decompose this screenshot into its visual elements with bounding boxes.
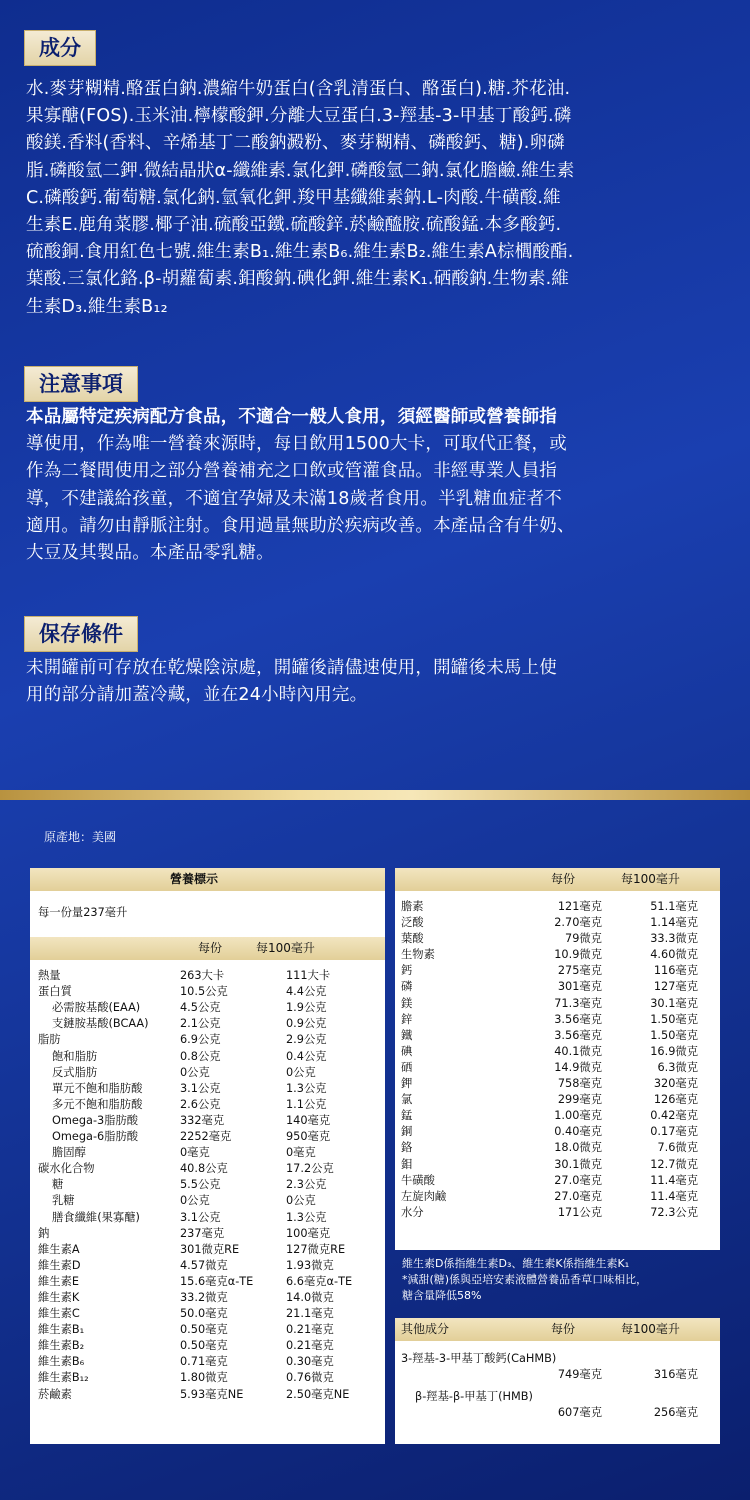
- mineral-per-100ml: 126毫克: [653, 1093, 698, 1107]
- other-item-values: [395, 1367, 720, 1383]
- mineral-row: [395, 1173, 720, 1189]
- nutrition-row: [30, 1049, 385, 1065]
- nutrition-row: [30, 1370, 385, 1386]
- nutrition-row: [30, 1274, 385, 1290]
- mineral-name: 泛酸: [401, 916, 424, 930]
- mineral-row: [395, 979, 720, 995]
- mineral-per-serving: 27.0毫克: [554, 1189, 602, 1203]
- ingredients-line: C.磷酸鈣.葡萄糖.氯化鈉.氫氧化鉀.羧甲基纖維素鈉.L-肉酸.牛磺酸.維: [26, 187, 561, 208]
- nutrition-row: [30, 1000, 385, 1016]
- notice-line: 適用。請勿由靜脈注射。食用過量無助於疾病改善。本產品含有牛奶、: [26, 515, 575, 536]
- nutrient-name: 膽固醇: [52, 1146, 86, 1160]
- col-per-serving: 每份: [198, 941, 223, 956]
- nutrient-per-100ml: 111大卡: [286, 969, 331, 983]
- nutrient-per-serving: 4.57微克: [180, 1258, 228, 1272]
- mineral-name: 氯: [401, 1093, 413, 1107]
- mineral-per-100ml: 11.4毫克: [650, 1173, 698, 1187]
- mineral-name: 鉻: [401, 1141, 413, 1155]
- nutrition-row: [30, 1322, 385, 1338]
- footnote-line: *減甜(糖)係與亞培安素液體營養品香草口味相比，: [402, 1273, 648, 1286]
- nutrition-row: [30, 1193, 385, 1209]
- nutrient-per-100ml: 2.3公克: [286, 1178, 327, 1192]
- nutrient-per-serving: 10.5公克: [180, 985, 228, 999]
- nutrient-per-100ml: 0.21毫克: [286, 1323, 334, 1337]
- ingredients-line: 果寡醣(FOS).玉米油.檸檬酸鉀.分離大豆蛋白.3-羥基-3-甲基丁酸鈣.磷: [26, 106, 572, 127]
- nutrient-name: 菸鹼素: [38, 1387, 72, 1401]
- mineral-per-serving: 301毫克: [557, 980, 602, 994]
- nutrient-per-serving: 0毫克: [180, 1146, 210, 1160]
- mineral-row: [395, 1108, 720, 1124]
- serving-size: 每一份量237毫升: [38, 906, 128, 919]
- mineral-per-serving: 275毫克: [557, 964, 602, 978]
- mineral-name: 鉬: [401, 1157, 413, 1171]
- mineral-name: 碘: [401, 1044, 413, 1058]
- mineral-name: 磷: [401, 980, 413, 994]
- mineral-row: [395, 1092, 720, 1108]
- other-rows: [395, 1351, 720, 1421]
- mineral-row: [395, 1012, 720, 1028]
- nutrient-name: 脂肪: [38, 1033, 61, 1047]
- nutrient-per-serving: 2252毫克: [180, 1130, 232, 1144]
- mineral-row: [395, 1157, 720, 1173]
- nutrient-per-100ml: 0.4公克: [286, 1049, 327, 1063]
- nutrient-per-serving: 2.6公克: [180, 1097, 221, 1111]
- gold-divider: [0, 790, 750, 800]
- serving-size-row: [30, 905, 385, 921]
- mineral-row: [395, 1076, 720, 1092]
- mineral-per-serving: 40.1微克: [554, 1044, 602, 1058]
- mineral-per-serving: 18.0微克: [554, 1141, 602, 1155]
- mineral-name: 鎂: [401, 996, 413, 1010]
- mineral-per-100ml: 51.1毫克: [650, 900, 698, 913]
- nutrient-per-serving: 4.5公克: [180, 1001, 221, 1015]
- other-ingredients-panel: [395, 1318, 720, 1444]
- mineral-per-serving: 299毫克: [557, 1093, 602, 1107]
- ingredients-line: 生素D₃.維生素B₁₂: [26, 296, 168, 317]
- nutrition-row: [30, 984, 385, 1000]
- mineral-per-100ml: 72.3公克: [650, 1205, 698, 1219]
- storage-title: 保存條件: [24, 616, 138, 652]
- other-header: [395, 1318, 720, 1341]
- nutrient-per-serving: 5.93毫克NE: [180, 1387, 244, 1401]
- nutrient-per-100ml: 1.9公克: [286, 1001, 327, 1015]
- minerals-rows: [395, 899, 720, 1221]
- mineral-row: [395, 1205, 720, 1221]
- nutrient-name: 維生素K: [38, 1290, 80, 1304]
- mineral-name: 水分: [401, 1205, 424, 1219]
- mineral-per-100ml: 320毫克: [653, 1077, 698, 1091]
- nutrient-per-100ml: 21.1毫克: [286, 1307, 334, 1321]
- mineral-per-serving: 10.9微克: [554, 948, 602, 962]
- minerals-col-per-100ml: 每100毫升: [621, 872, 680, 886]
- ingredients-line: 水.麥芽糊精.酪蛋白鈉.濃縮牛奶蛋白(含乳清蛋白、酪蛋白).糖.芥花油.: [26, 79, 571, 99]
- nutrient-name: 維生素B₆: [38, 1355, 85, 1369]
- nutrition-row: [30, 1065, 385, 1081]
- nutrient-name: 單元不飽和脂肪酸: [52, 1081, 143, 1095]
- mineral-row: [395, 899, 720, 915]
- mineral-per-serving: 79微克: [565, 932, 602, 946]
- mineral-per-serving: 3.56毫克: [554, 1028, 602, 1042]
- nutrient-per-100ml: 1.3公克: [286, 1081, 327, 1095]
- nutrient-per-100ml: 0公克: [286, 1065, 316, 1079]
- nutrient-per-serving: 15.6毫克α-TE: [180, 1274, 254, 1288]
- other-item-name: β-羥基-β-甲基丁(HMB): [415, 1390, 533, 1404]
- nutrition-row: [30, 968, 385, 984]
- nutrient-per-serving: 0.50毫克: [180, 1323, 228, 1337]
- nutrient-name: Omega-3脂肪酸: [52, 1113, 139, 1127]
- nutrition-row: [30, 1129, 385, 1145]
- nutrition-row: [30, 1290, 385, 1306]
- mineral-per-100ml: 7.6微克: [657, 1141, 698, 1155]
- other-per-100ml: 256毫克: [653, 1406, 698, 1420]
- notice-line: 本品屬特定疾病配方食品，不適合一般人食用，須經醫師或營養師指: [26, 407, 557, 427]
- other-item: [395, 1389, 720, 1421]
- nutrient-per-serving: 0公克: [180, 1065, 210, 1079]
- ingredients-line: 生素E.鹿角菜膠.椰子油.硫酸亞鐵.硫酸鋅.菸鹼醯胺.硫酸錳.本多酸鈣.: [26, 215, 562, 236]
- mineral-row: [395, 996, 720, 1012]
- nutrient-per-100ml: 127微克RE: [286, 1242, 346, 1256]
- nutrient-name: 維生素C: [38, 1307, 80, 1321]
- country-of-origin: 原產地：美國: [44, 830, 117, 844]
- ingredients-line: 硫酸銅.食用紅色七號.維生素B₁.維生素B₆.維生素B₂.維生素A棕櫚酸酯.: [26, 242, 574, 263]
- nutrient-name: 必需胺基酸(EAA): [52, 1001, 141, 1015]
- nutrient-per-serving: 0.8公克: [180, 1049, 221, 1063]
- nutrient-name: 維生素E: [38, 1274, 80, 1288]
- mineral-per-100ml: 16.9微克: [650, 1044, 698, 1058]
- nutrient-per-100ml: 2.9公克: [286, 1033, 327, 1047]
- mineral-per-100ml: 11.4毫克: [650, 1189, 698, 1203]
- mineral-per-serving: 1.00毫克: [554, 1109, 602, 1123]
- footnotes: [402, 1256, 722, 1304]
- mineral-per-100ml: 6.3微克: [657, 1060, 698, 1074]
- mineral-per-100ml: 1.50毫克: [650, 1012, 698, 1026]
- nutrient-per-serving: 263大卡: [180, 969, 225, 983]
- mineral-row: [395, 931, 720, 947]
- other-per-serving: 749毫克: [557, 1368, 602, 1382]
- minerals-panel: [395, 868, 720, 1250]
- nutrient-name: 反式脂肪: [52, 1065, 98, 1079]
- nutrient-per-serving: 332毫克: [180, 1113, 225, 1127]
- notice-title: 注意事項: [24, 366, 138, 402]
- nutrient-name: 碳水化合物: [38, 1162, 95, 1176]
- mineral-per-100ml: 1.50毫克: [650, 1028, 698, 1042]
- mineral-per-100ml: 1.14毫克: [650, 916, 698, 930]
- nutrient-name: 維生素A: [38, 1242, 80, 1256]
- mineral-per-100ml: 127毫克: [653, 980, 698, 994]
- nutrient-per-serving: 1.80微克: [180, 1371, 228, 1385]
- nutrient-name: 熱量: [38, 969, 61, 983]
- nutrition-row: [30, 1387, 385, 1403]
- nutrient-per-100ml: 0公克: [286, 1194, 316, 1208]
- nutrient-per-serving: 2.1公克: [180, 1017, 221, 1031]
- ingredients-line: 葉酸.三氯化鉻.β-胡蘿蔔素.鉬酸鈉.碘化鉀.維生素K₁.硒酸鈉.生物素.維: [26, 269, 570, 290]
- storage-line: 用的部分請加蓋冷藏，並在24小時內用完。: [26, 685, 368, 706]
- mineral-row: [395, 947, 720, 963]
- notice-line: 導使用，作為唯一營養來源時，每日飲用1500大卡，可取代正餐，或: [26, 434, 567, 455]
- nutrition-rows: [30, 968, 385, 1403]
- minerals-col-per-serving: 每份: [551, 872, 576, 886]
- mineral-name: 銅: [401, 1125, 413, 1139]
- nutrient-name: 乳糖: [52, 1194, 75, 1208]
- mineral-per-serving: 2.70毫克: [554, 916, 602, 930]
- nutrition-row: [30, 1177, 385, 1193]
- nutrient-per-serving: 3.1公克: [180, 1210, 221, 1224]
- mineral-per-serving: 171公克: [557, 1205, 602, 1219]
- nutrient-name: 多元不飽和脂肪酸: [52, 1097, 143, 1111]
- mineral-name: 葉酸: [401, 932, 424, 946]
- ingredients-text: [26, 76, 726, 321]
- nutrition-row: [30, 1354, 385, 1370]
- other-col-per-100ml: 每100毫升: [621, 1322, 680, 1336]
- nutrition-header: [30, 868, 385, 891]
- nutrient-per-serving: 0.50毫克: [180, 1339, 228, 1353]
- nutrient-per-serving: 6.9公克: [180, 1033, 221, 1047]
- nutrition-row: [30, 1113, 385, 1129]
- other-item-name: 3-羥基-3-甲基丁酸鈣(CaHMB): [401, 1352, 557, 1365]
- nutrient-per-serving: 3.1公克: [180, 1081, 221, 1095]
- storage-line: 未開罐前可存放在乾燥陰涼處，開罐後請儘速使用，開罐後未馬上使: [26, 658, 557, 678]
- mineral-name: 錳: [401, 1109, 413, 1123]
- storage-text: [26, 655, 726, 709]
- mineral-per-100ml: 33.3微克: [650, 932, 698, 946]
- nutrition-row: [30, 1306, 385, 1322]
- nutrient-per-serving: 301微克RE: [180, 1242, 240, 1256]
- mineral-per-100ml: 4.60微克: [650, 948, 698, 962]
- nutrient-per-100ml: 100毫克: [286, 1226, 331, 1240]
- mineral-per-serving: 3.56毫克: [554, 1012, 602, 1026]
- mineral-row: [395, 963, 720, 979]
- mineral-row: [395, 915, 720, 931]
- notice-line: 大豆及其製品。本產品零乳糖。: [26, 543, 274, 564]
- mineral-per-100ml: 0.42毫克: [650, 1109, 698, 1123]
- mineral-per-serving: 0.40毫克: [554, 1125, 602, 1139]
- nutrient-per-100ml: 0.9公克: [286, 1017, 327, 1031]
- nutrient-per-100ml: 950毫克: [286, 1130, 331, 1144]
- nutrient-per-100ml: 17.2公克: [286, 1162, 334, 1176]
- nutrient-per-100ml: 6.6毫克α-TE: [286, 1274, 353, 1288]
- nutrient-name: 糖: [52, 1178, 64, 1192]
- nutrient-name: 蛋白質: [38, 985, 72, 999]
- nutrient-per-serving: 0.71毫克: [180, 1355, 228, 1369]
- nutrient-per-100ml: 140毫克: [286, 1113, 331, 1127]
- nutrient-per-100ml: 0.30毫克: [286, 1355, 334, 1369]
- mineral-name: 左旋肉鹼: [401, 1189, 447, 1203]
- nutrient-per-100ml: 0.76微克: [286, 1371, 334, 1385]
- nutrient-name: 維生素B₁₂: [38, 1371, 89, 1385]
- notice-line: 作為二餐間使用之部分營養補充之口飲或管灌食品。非經專業人員指: [26, 461, 557, 482]
- mineral-row: [395, 1028, 720, 1044]
- nutrient-name: Omega-6脂肪酸: [52, 1130, 139, 1144]
- nutrition-row: [30, 1338, 385, 1354]
- footnote-line: 維生素D係指維生素D₃、維生素K係指維生素K₁: [402, 1257, 630, 1270]
- mineral-per-serving: 71.3毫克: [554, 996, 602, 1010]
- ingredients-line: 脂.磷酸氫二鉀.微結晶狀α-纖維素.氯化鉀.磷酸氫二鈉.氯化膽鹼.維生素: [26, 160, 575, 181]
- mineral-per-serving: 758毫克: [557, 1077, 602, 1091]
- nutrition-panel: [30, 868, 385, 1444]
- nutrient-name: 維生素B₁: [38, 1323, 85, 1337]
- nutrient-name: 飽和脂肪: [52, 1049, 98, 1063]
- mineral-name: 生物素: [401, 948, 435, 962]
- nutrient-name: 鈉: [38, 1226, 50, 1240]
- mineral-per-100ml: 116毫克: [653, 964, 698, 978]
- mineral-per-100ml: 12.7微克: [650, 1157, 698, 1171]
- footnote-line: 糖含量降低58%: [402, 1289, 482, 1302]
- nutrition-row: [30, 1161, 385, 1177]
- notice-text: [26, 404, 726, 567]
- mineral-row: [395, 1189, 720, 1205]
- nutrition-title: 營養標示: [170, 872, 219, 886]
- nutrition-row: [30, 1032, 385, 1048]
- nutrition-row: [30, 1016, 385, 1032]
- nutrition-row: [30, 1210, 385, 1226]
- nutrition-row: [30, 1226, 385, 1242]
- mineral-per-serving: 121毫克: [557, 900, 602, 913]
- mineral-row: [395, 1044, 720, 1060]
- ingredients-title: 成分: [24, 30, 96, 66]
- nutrient-per-serving: 40.8公克: [180, 1162, 228, 1176]
- mineral-name: 膽素: [401, 900, 424, 913]
- nutrient-per-100ml: 14.0微克: [286, 1290, 334, 1304]
- mineral-row: [395, 1140, 720, 1156]
- nutrition-row: [30, 1258, 385, 1274]
- nutrient-name: 膳食纖維(果寡醣): [52, 1210, 140, 1224]
- mineral-per-serving: 27.0毫克: [554, 1173, 602, 1187]
- nutrient-per-serving: 237毫克: [180, 1226, 225, 1240]
- nutrient-per-serving: 50.0毫克: [180, 1307, 228, 1321]
- col-per-100ml: 每100毫升: [256, 941, 315, 956]
- mineral-per-100ml: 30.1毫克: [650, 996, 698, 1010]
- other-col-per-serving: 每份: [551, 1322, 576, 1336]
- nutrient-per-serving: 0公克: [180, 1194, 210, 1208]
- other-item: [395, 1351, 720, 1383]
- other-per-100ml: 316毫克: [653, 1368, 698, 1382]
- nutrient-per-100ml: 4.4公克: [286, 985, 327, 999]
- notice-line: 導，不建議給孩童，不適宜孕婦及未滿18歲者食用。半乳糖血症者不: [26, 488, 562, 509]
- mineral-per-100ml: 0.17毫克: [650, 1125, 698, 1139]
- minerals-column-header: [395, 868, 720, 891]
- nutrient-per-100ml: 0.21毫克: [286, 1339, 334, 1353]
- nutrition-row: [30, 1097, 385, 1113]
- nutrition-row: [30, 1145, 385, 1161]
- mineral-name: 鐵: [401, 1028, 413, 1042]
- mineral-name: 鋅: [401, 1012, 413, 1026]
- nutrition-row: [30, 1081, 385, 1097]
- other-item-values: [395, 1405, 720, 1421]
- nutrient-per-100ml: 1.93微克: [286, 1258, 334, 1272]
- nutrient-name: 維生素B₂: [38, 1339, 85, 1353]
- mineral-name: 鉀: [401, 1077, 413, 1091]
- nutrient-name: 支鏈胺基酸(BCAA): [52, 1017, 149, 1031]
- other-title: 其他成分: [401, 1322, 450, 1336]
- mineral-row: [395, 1060, 720, 1076]
- nutrition-column-header: [30, 937, 385, 960]
- mineral-name: 牛磺酸: [401, 1173, 435, 1187]
- ingredients-line: 酸鎂.香料(香料、辛烯基丁二酸鈉澱粉、麥芽糊精、磷酸鈣、糖).卵磷: [26, 133, 565, 154]
- nutrient-per-100ml: 1.3公克: [286, 1210, 327, 1224]
- nutrient-per-serving: 5.5公克: [180, 1178, 221, 1192]
- mineral-name: 鈣: [401, 964, 413, 978]
- nutrient-per-serving: 33.2微克: [180, 1290, 228, 1304]
- nutrient-per-100ml: 1.1公克: [286, 1097, 327, 1111]
- nutrient-per-100ml: 2.50毫克NE: [286, 1387, 350, 1401]
- mineral-per-serving: 14.9微克: [554, 1060, 602, 1074]
- mineral-row: [395, 1124, 720, 1140]
- nutrition-row: [30, 1242, 385, 1258]
- nutrient-per-100ml: 0毫克: [286, 1146, 316, 1160]
- nutrient-name: 維生素D: [38, 1258, 81, 1272]
- mineral-per-serving: 30.1微克: [554, 1157, 602, 1171]
- other-per-serving: 607毫克: [557, 1406, 602, 1420]
- mineral-name: 硒: [401, 1060, 413, 1074]
